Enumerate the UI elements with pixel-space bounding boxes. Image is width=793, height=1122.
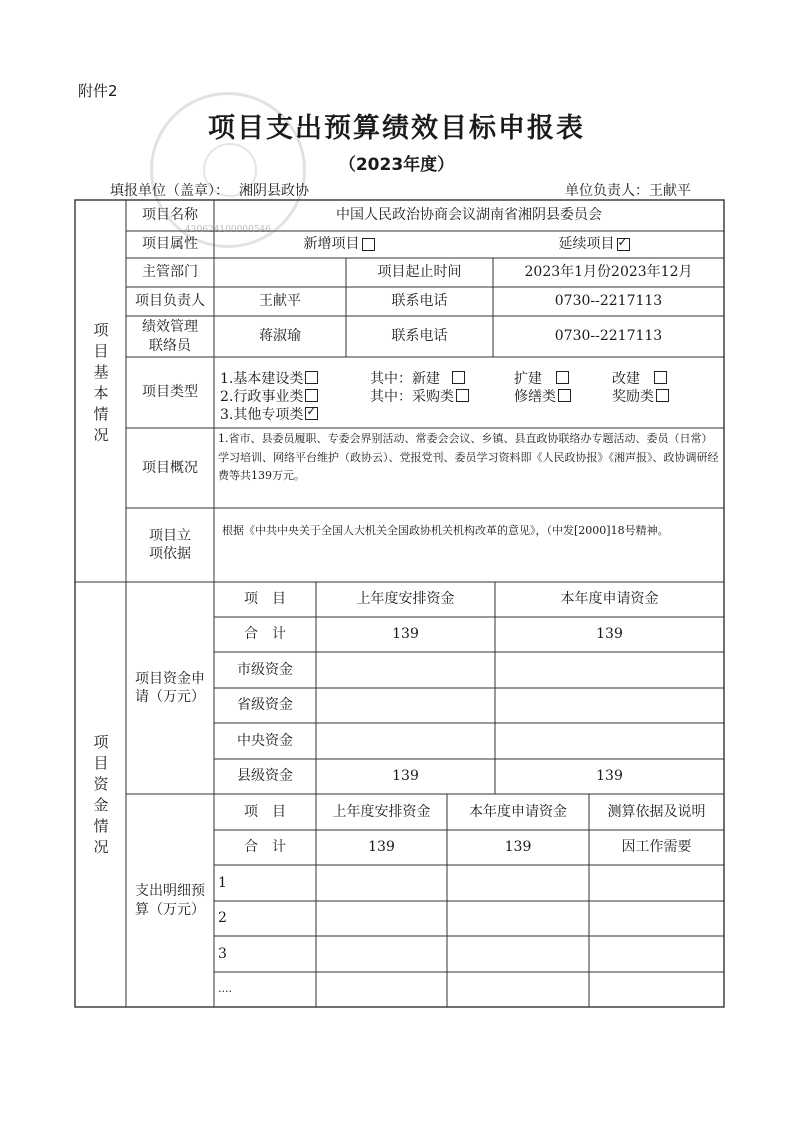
section-basic-label: 项目基本情况 <box>93 321 109 444</box>
funds-row-curr <box>495 723 724 759</box>
type-2-reward-label: 奖励类 <box>612 389 654 405</box>
funds-row-prev <box>316 723 495 759</box>
overview-value: 1.省市、县委员履职、专委会界别活动、常委会会议、乡镇、县直政协联络办专题活动、委员（日常）学习培训、网络平台维护（政协云）、党报党刊、委员学习资料即《人民政协报》《湘声报》、政协调研经费等共139万元。 <box>218 432 719 483</box>
detail-row-index: 1 <box>218 874 227 891</box>
detail-header-curr: 本年度申请资金 <box>469 803 567 820</box>
funds-row-name: 市级资金 <box>237 661 293 678</box>
type-1-expand-checkbox[interactable] <box>556 371 569 384</box>
type-row-3 <box>220 404 318 424</box>
leader-value: 王献平 <box>259 293 301 310</box>
type-label: 项目类型 <box>142 384 198 401</box>
funds-row-curr: 139 <box>596 768 623 785</box>
type-1-checkbox[interactable] <box>305 371 318 384</box>
funds-header-prev: 上年度安排资金 <box>356 591 455 608</box>
project-name-value: 中国人民政治协商会议湖南省湘阴县委员会 <box>336 207 602 224</box>
type-1-rebuild-label: 改建 <box>612 371 640 387</box>
funds-row-curr <box>495 652 724 688</box>
phone2-label: 联系电话 <box>391 328 448 345</box>
attr-cont-option[interactable] <box>464 231 724 258</box>
type-3-label: 3.其他专项类 <box>220 407 304 423</box>
unit-leader: 单位负责人：王献平 <box>565 183 691 199</box>
fiscal-year: （2023年度） <box>338 155 455 175</box>
detail-total-curr: 139 <box>504 839 532 856</box>
attr-new-checkbox[interactable] <box>362 238 375 251</box>
fill-unit-value: 湘阴县政协 <box>239 183 309 199</box>
detail-row-index: 3 <box>218 945 227 962</box>
type-3-checkbox[interactable] <box>305 407 318 420</box>
detail-label: 支出明细预算（万元） <box>135 883 205 918</box>
phone2-value: 0730--2217113 <box>554 328 663 345</box>
fill-unit-label: 填报单位（盖章）： <box>110 183 229 199</box>
project-attr-label: 项目属性 <box>142 236 198 253</box>
type-2-repair-checkbox[interactable] <box>558 389 571 402</box>
funds-row-curr <box>495 688 724 723</box>
phone-value: 0730--2217113 <box>554 293 663 310</box>
funds-row-name: 县级资金 <box>237 768 293 785</box>
project-name-label: 项目名称 <box>142 207 198 224</box>
type-2-reward <box>612 386 669 406</box>
funds-header-item: 项 目 <box>244 591 286 608</box>
attachment-label: 附件2 <box>78 82 118 100</box>
funds-row-prev: 139 <box>392 768 419 785</box>
dept-label: 主管部门 <box>142 264 198 281</box>
funds-apply-label: 项目资金申请（万元） <box>135 670 205 705</box>
basis-value: 根据《中共中央关于全国人大机关全国政协机关机构改革的意见》，（中发[2000]18号精神。 <box>222 524 669 537</box>
detail-total-prev: 139 <box>368 839 395 856</box>
type-1-expand <box>514 368 569 388</box>
detail-row-index: .... <box>218 982 232 996</box>
funds-row-prev <box>316 688 495 723</box>
detail-header-note: 测算依据及说明 <box>607 803 706 820</box>
detail-header-item: 项 目 <box>244 803 286 820</box>
funds-row-name: 合 计 <box>244 626 286 643</box>
type-2-reward-checkbox[interactable] <box>656 389 669 402</box>
funds-row-name: 省级资金 <box>237 697 293 714</box>
type-1-new-checkbox[interactable] <box>452 371 465 384</box>
type-2-sub-label: 其中：采购类 <box>370 389 454 405</box>
dept-value <box>214 258 346 287</box>
type-1-sub <box>370 368 465 388</box>
detail-total-note: 因工作需要 <box>621 839 692 856</box>
type-2-checkbox[interactable] <box>305 389 318 402</box>
funds-row-prev: 139 <box>392 626 419 643</box>
type-1-expand-label: 扩建 <box>514 371 542 387</box>
overview-label: 项目概况 <box>142 459 198 476</box>
attr-new-option[interactable] <box>214 231 464 258</box>
attr-new-label: 新增项目 <box>303 236 360 253</box>
funds-header-curr: 本年度申请资金 <box>560 591 659 608</box>
attr-cont-checkbox[interactable] <box>617 238 630 251</box>
funds-row-prev <box>316 652 495 688</box>
type-1-rebuild-checkbox[interactable] <box>654 371 667 384</box>
type-2-repair-label: 修缮类 <box>514 389 556 405</box>
type-2-repair <box>514 386 571 406</box>
page-title: 项目支出预算绩效目标申报表 <box>208 113 585 144</box>
period-label: 项目起止时间 <box>377 264 462 281</box>
period-value: 2023年1月份2023年12月 <box>524 264 693 281</box>
leader-label: 项目负责人 <box>135 293 205 310</box>
section-funds-label: 项目资金情况 <box>93 733 109 856</box>
phone-label: 联系电话 <box>391 293 448 310</box>
type-1-label: 1.基本建设类 <box>220 371 304 387</box>
type-row-1 <box>220 368 318 388</box>
basis-label: 项目立项依据 <box>149 527 191 562</box>
detail-header-prev: 上年度安排资金 <box>332 803 431 820</box>
seal-number: 430624100000546 <box>185 225 271 235</box>
perf-label: 绩效管理联络员 <box>142 319 198 354</box>
type-2-sub <box>370 386 469 406</box>
attr-cont-label: 延续项目 <box>558 236 615 253</box>
funds-row-curr: 139 <box>596 626 623 643</box>
type-1-rebuild <box>612 368 667 388</box>
type-row-2 <box>220 386 318 406</box>
type-2-label: 2.行政事业类 <box>220 389 304 405</box>
detail-row-index: 2 <box>218 910 227 927</box>
type-1-sub-label: 其中：新建 <box>370 371 440 387</box>
perf-value: 蒋淑瑜 <box>259 328 301 345</box>
detail-total-name: 合 计 <box>244 839 286 856</box>
funds-row-name: 中央资金 <box>237 732 293 749</box>
type-2-purchase-checkbox[interactable] <box>456 389 469 402</box>
